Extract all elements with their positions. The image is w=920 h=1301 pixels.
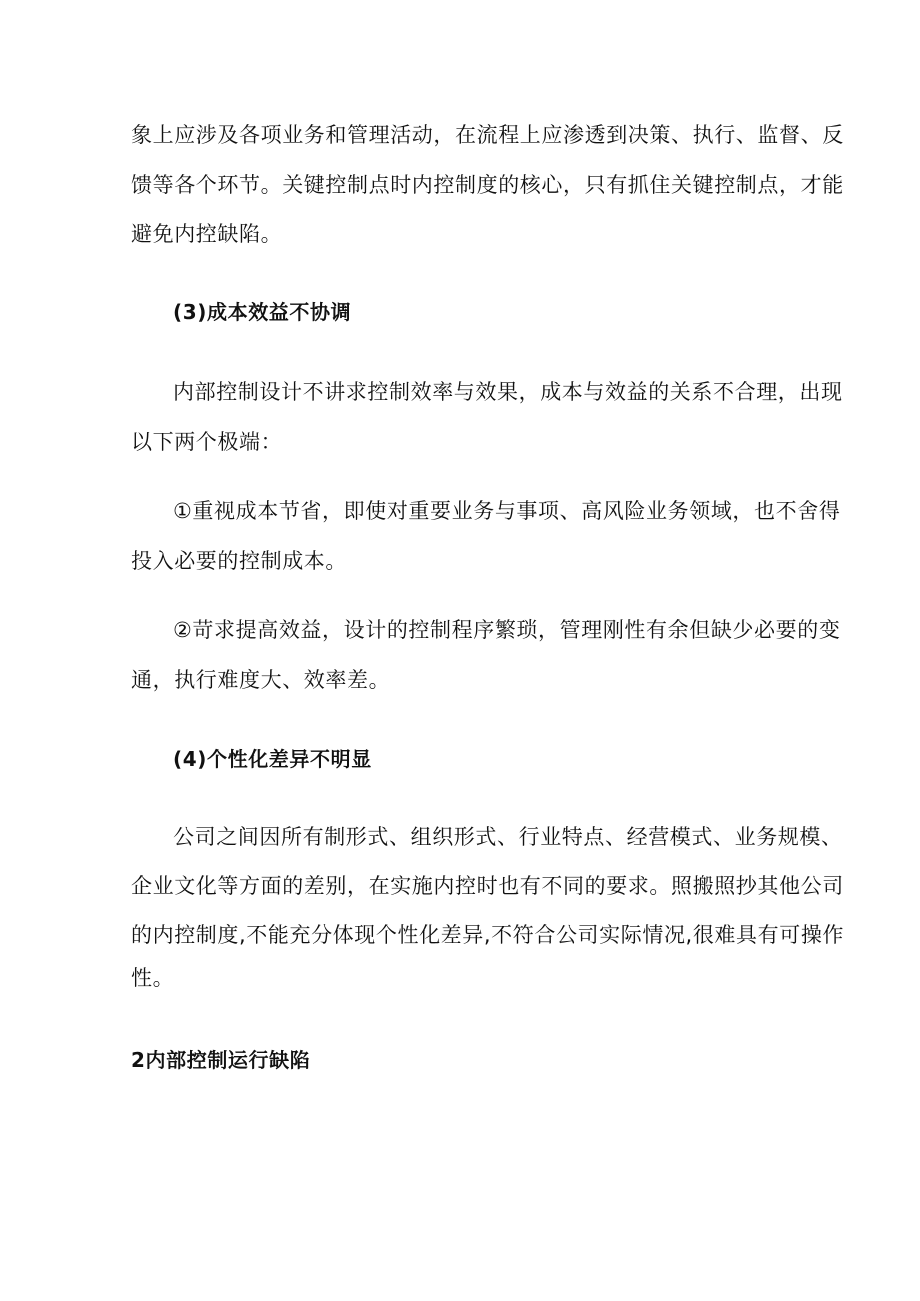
section-heading: (4)个性化差异不明显 — [173, 747, 372, 771]
section-heading: 2内部控制运行缺陷 — [131, 1048, 311, 1072]
paragraph-line: 内部控制设计不讲求控制效率与效果，成本与效益的关系不合理，出现 — [173, 380, 843, 404]
paragraph-line: ②苛求提高效益，设计的控制程序繁琐，管理刚性有余但缺少必要的变 — [173, 618, 841, 642]
section-heading: (3)成本效益不协调 — [173, 300, 352, 324]
paragraph-line: 避免内控缺陷。 — [131, 222, 283, 246]
paragraph-line: 企业文化等方面的差别，在实施内控时也有不同的要求。照搬照抄其他公司 — [131, 874, 844, 898]
paragraph-line: ①重视成本节省，即使对重要业务与事项、高风险业务领域，也不舍得 — [173, 499, 841, 523]
paragraph-line: 性。 — [131, 966, 175, 990]
paragraph-line: 投入必要的控制成本。 — [131, 549, 347, 573]
paragraph-line: 通，执行难度大、效率差。 — [131, 668, 391, 692]
paragraph-line: 的内控制度,不能充分体现个性化差异,不符合公司实际情况,很难具有可操作 — [131, 923, 845, 947]
paragraph-line: 象上应涉及各项业务和管理活动，在流程上应渗透到决策、执行、监督、反 — [131, 123, 844, 147]
paragraph-line: 馈等各个环节。关键控制点时内控制度的核心，只有抓住关键控制点，才能 — [131, 173, 844, 197]
paragraph-line: 以下两个极端： — [131, 430, 283, 454]
paragraph-line: 公司之间因所有制形式、组织形式、行业特点、经营模式、业务规模、 — [173, 825, 843, 849]
